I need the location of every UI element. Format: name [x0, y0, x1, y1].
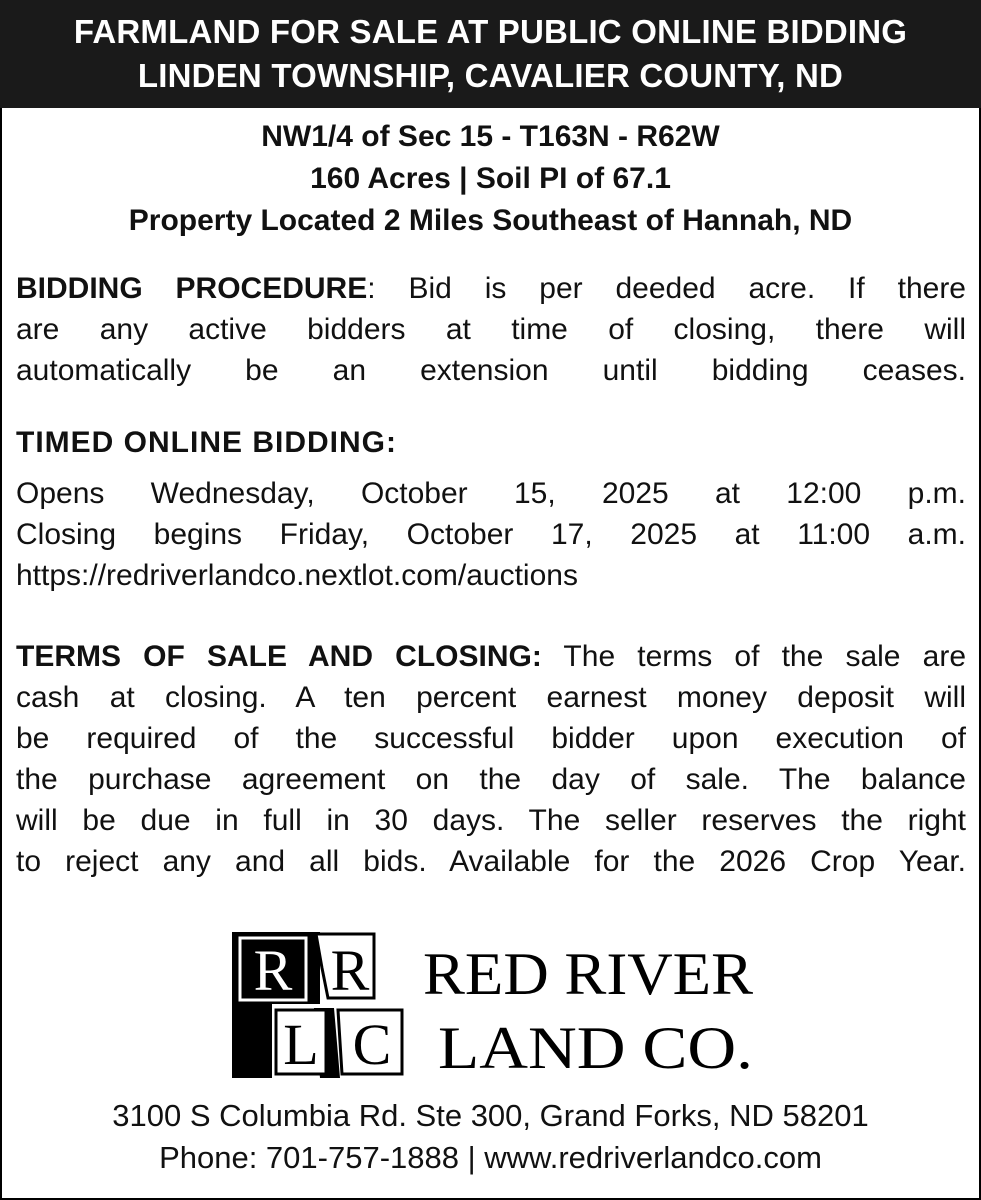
text-line: automatically be an extension until bidding ceases.	[16, 354, 966, 387]
logo-company-line1: RED RIVER	[423, 941, 753, 1007]
timed-online-section	[16, 422, 966, 596]
legal-description: NW1/4 of Sec 15 - T163N - R62W	[261, 120, 720, 153]
opens-line: Opens Wednesday, October 15, 2025 at 12:00 p.m.	[16, 477, 966, 510]
company-logo	[228, 928, 768, 1083]
property-location: Property Located 2 Miles Southeast of Hannah, ND	[128, 204, 853, 237]
text-line: are any active bidders at time of closing, there will	[16, 313, 966, 346]
timed-online-heading: TIMED ONLINE BIDDING:	[16, 426, 397, 459]
property-summary	[0, 116, 981, 242]
acreage: 160 Acres | Soil PI of 67.1	[310, 162, 671, 195]
logo-letter-l: L	[283, 1012, 319, 1077]
banner-location: LINDEN TOWNSHIP, CAVALIER COUNTY, ND	[137, 57, 844, 94]
logo-company-line2: LAND CO.	[438, 1015, 753, 1081]
text-line: BIDDING PROCEDURE: Bid is per deeded acre. If there	[16, 272, 966, 305]
footer-contact	[0, 1095, 981, 1179]
text-line: cash at closing. A ten percent earnest money deposit will	[16, 681, 966, 714]
terms-heading: TERMS OF SALE AND CLOSING:	[16, 640, 542, 673]
terms-section	[16, 636, 966, 882]
text-line: to reject any and all bids. Available for the 2026 Crop Year.	[16, 845, 966, 878]
auction-url[interactable]: https://redriverlandco.nextlot.com/auctions	[16, 559, 578, 592]
company-address: 3100 S Columbia Rd. Ste 300, Grand Forks, ND 58201	[112, 1098, 869, 1133]
logo-letter-r1: R	[253, 938, 293, 1003]
company-phone-website: Phone: 701-757-1888 | www.redriverlandco.com	[159, 1140, 822, 1175]
logo-letter-r2: R	[330, 938, 370, 1003]
bidding-procedure-heading: BIDDING PROCEDURE	[16, 272, 368, 305]
text-line: the purchase agreement on the day of sale. The balance	[16, 763, 966, 796]
header-banner	[0, 0, 981, 108]
banner-title: FARMLAND FOR SALE AT PUBLIC ONLINE BIDDING	[73, 13, 908, 50]
bidding-procedure-section	[16, 268, 966, 391]
text-line: will be due in full in 30 days. The seller reserves the right	[16, 804, 966, 837]
text-line: TERMS OF SALE AND CLOSING: The terms of the sale are	[16, 640, 967, 673]
text-line: be required of the successful bidder upon execution of	[16, 722, 966, 755]
closing-line: Closing begins Friday, October 17, 2025 at 11:00 a.m.	[16, 518, 966, 551]
logo-letter-c: C	[352, 1012, 392, 1077]
